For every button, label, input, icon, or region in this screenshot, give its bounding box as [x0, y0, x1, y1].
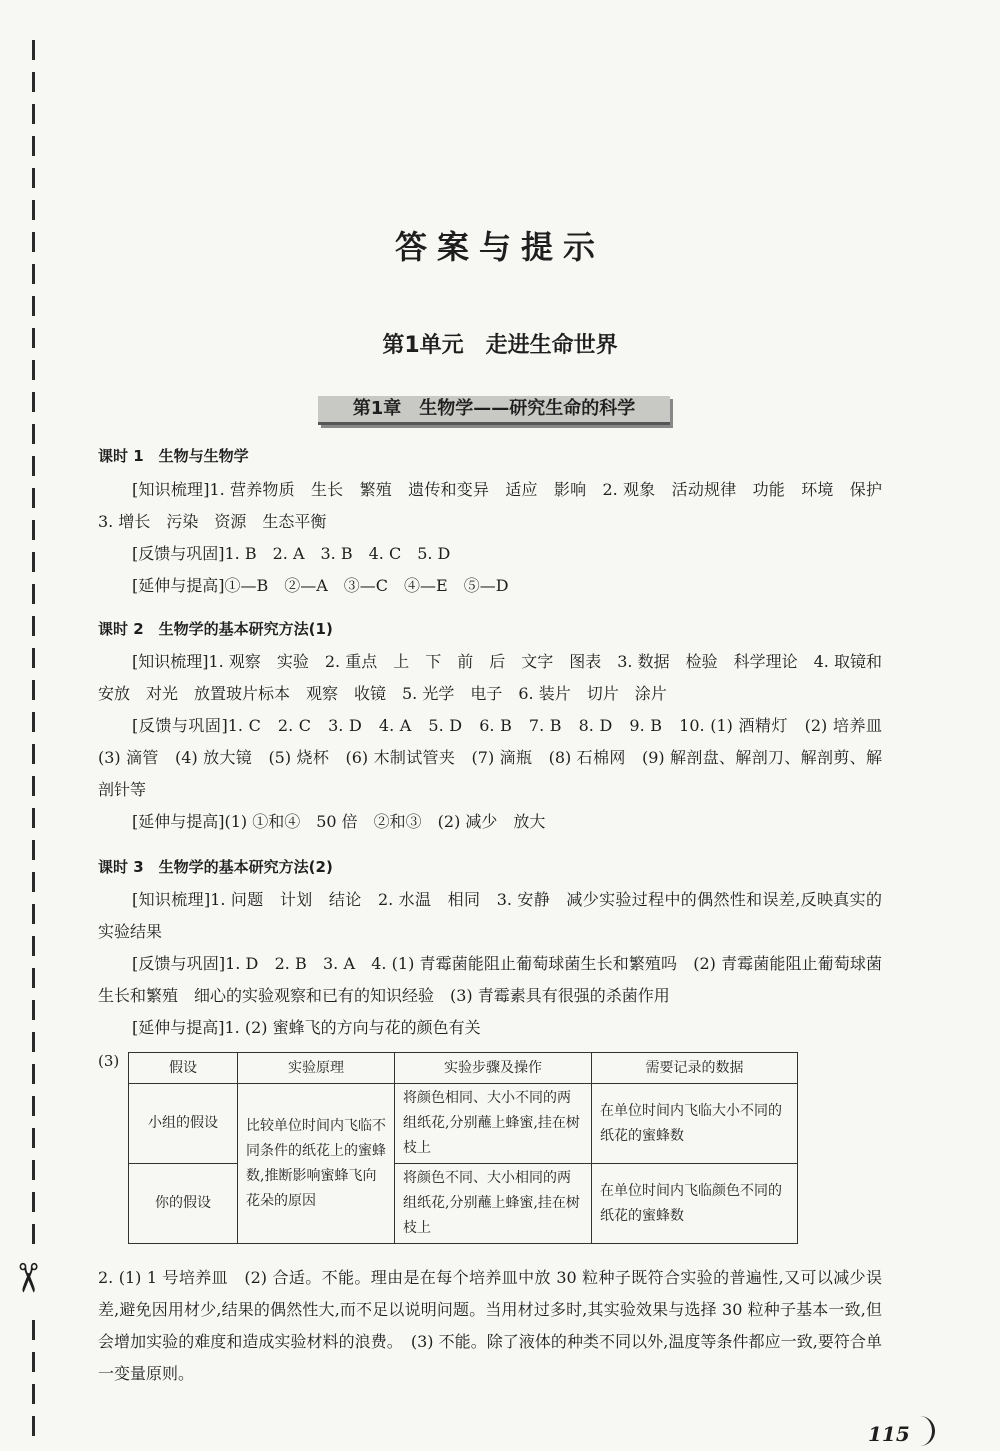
cut-line	[30, 0, 38, 1451]
column-header: 需要记录的数据	[592, 1053, 798, 1084]
unit-heading: 第1单元 走进生命世界	[382, 333, 618, 358]
column-header: 实验步骤及操作	[395, 1053, 592, 1084]
steps-cell: 将颜色不同、大小相同的两组纸花,分别蘸上蜂蜜,挂在树枝上	[395, 1164, 592, 1244]
answer-paragraph: [延伸与提高](1) ①和④ 50 倍 ②和③ (2) 减少 放大	[132, 812, 546, 831]
hypothesis-cell: 你的假设	[129, 1164, 238, 1244]
lesson-heading: 课时 2 生物学的基本研究方法(1)	[98, 620, 333, 638]
scissors-icon: ✂	[3, 1261, 50, 1295]
table-row	[129, 1164, 798, 1244]
answer-paragraph: [反馈与巩固]1. C 2. C 3. D 4. A 5. D 6. B 7. B 8. D 9. B 10. (1) 酒精灯 (2) 培养皿 (3) 滴管 (4) 放大镜 (5) 烧杯 (6) 木制试管夹 (7) 滴瓶 (8) 石棉网 (9) 解剖盘、解剖刀、解剖剪、解剖针等	[98, 716, 899, 799]
hypothesis-cell: 小组的假设	[129, 1084, 238, 1164]
chapter-banner: 第1章 生物学——研究生命的科学	[318, 396, 670, 425]
experiment-table	[128, 1052, 798, 1244]
answer-paragraph: 2. (1) 1 号培养皿 (2) 合适。不能。理由是在每个培养皿中放 30 粒种子既符合实验的普遍性,又可以减少误差,避免因用材少,结果的偶然性大,而不足以说明问题。当用材过多时,其实验效果与选择 30 粒种子基本一致,但会增加实验的难度和造成实验材料的浪费。 (3) 不能。除了液体的种类不同以外,温度等条件都应一致,要符合单一变量原则。	[98, 1268, 882, 1383]
answer-paragraph: [反馈与巩固]1. D 2. B 3. A 4. (1) 青霉菌能阻止葡萄球菌生长和繁殖吗 (2) 青霉菌能阻止葡萄球菌生长和繁殖 细心的实验观察和已有的知识经验 (3) 青霉素具有很强的杀菌作用	[98, 954, 882, 1005]
answer-paragraph: [延伸与提高]1. (2) 蜜蜂飞的方向与花的颜色有关	[132, 1018, 481, 1037]
table-row	[129, 1084, 798, 1164]
data-cell: 在单位时间内飞临颜色不同的纸花的蜜蜂数	[592, 1164, 798, 1244]
answer-paragraph: [知识梳理]1. 问题 计划 结论 2. 水温 相同 3. 安静 减少实验过程中的偶然性和误差,反映真实的实验结果	[98, 890, 882, 941]
column-header: 实验原理	[238, 1053, 395, 1084]
lesson-heading: 课时 1 生物与生物学	[98, 447, 249, 465]
answer-paragraph: [知识梳理]1. 观察 实验 2. 重点 上 下 前 后 文字 图表 3. 数据 检验 科学理论 4. 取镜和安放 对光 放置玻片标本 观察 收镜 5. 光学 电子 6. 装片 切片 涂片	[98, 652, 882, 703]
data-cell: 在单位时间内飞临大小不同的纸花的蜜蜂数	[592, 1084, 798, 1164]
page-number: 115	[868, 1422, 910, 1446]
table-label: (3)	[98, 1052, 120, 1070]
column-header: 假设	[129, 1053, 238, 1084]
lesson-heading: 课时 3 生物学的基本研究方法(2)	[98, 858, 333, 876]
answer-paragraph: [延伸与提高]①—B ②—A ③—C ④—E ⑤—D	[132, 576, 509, 595]
principle-cell: 比较单位时间内飞临不同条件的纸花上的蜜蜂数,推断影响蜜蜂飞向花朵的原因	[238, 1084, 395, 1244]
steps-cell: 将颜色相同、大小不同的两组纸花,分别蘸上蜂蜜,挂在树枝上	[395, 1084, 592, 1164]
answer-paragraph: [反馈与巩固]1. B 2. A 3. B 4. C 5. D	[132, 544, 451, 563]
page-title: 答案与提示	[394, 228, 605, 266]
table-header-row	[129, 1053, 798, 1084]
page-number-bracket	[912, 1416, 935, 1446]
answer-paragraph: [知识梳理]1. 营养物质 生长 繁殖 遗传和变异 适应 影响 2. 观象 活动规律 功能 环境 保护 3. 增长 污染 资源 生态平衡	[98, 480, 899, 531]
